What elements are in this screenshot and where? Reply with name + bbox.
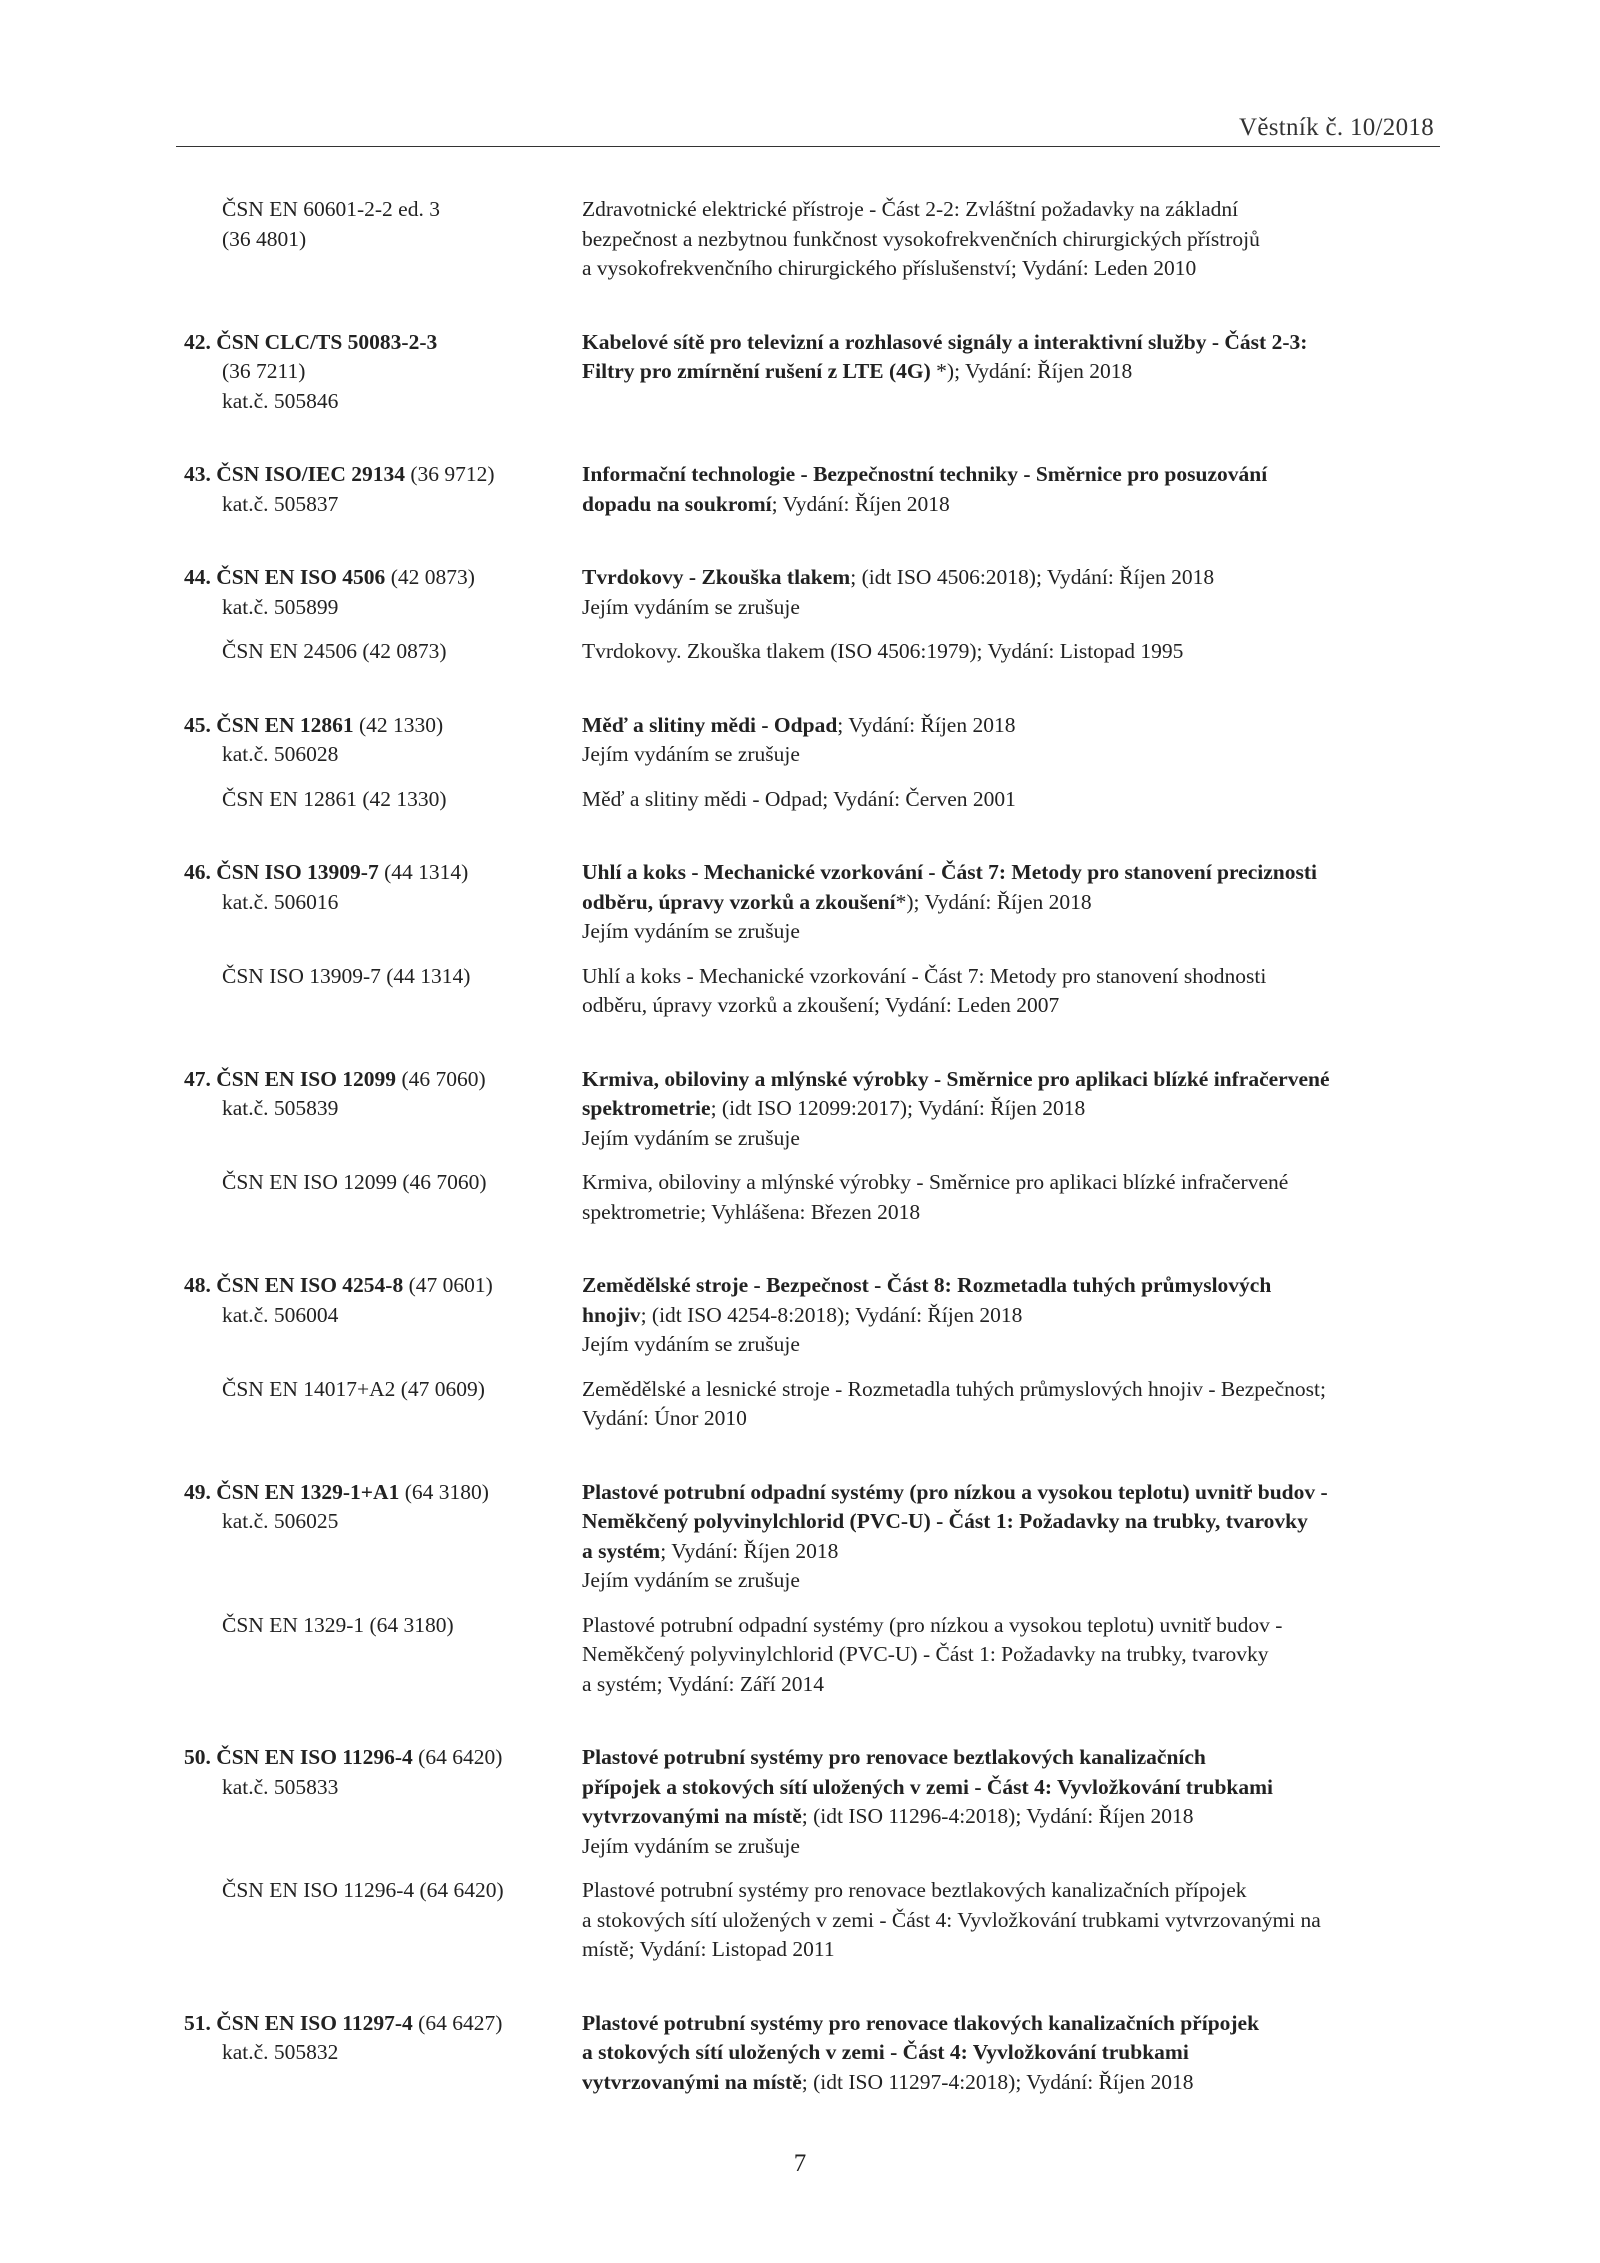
standard-meta (184, 357, 582, 387)
standard-code-text: 48. ČSN EN ISO 4254-8 (184, 1273, 404, 1297)
title-text: Neměkčený polyvinylchlorid (PVC-U) - Část 1: Požadavky na trubky, tvarovky (582, 1509, 1308, 1533)
standard-description (582, 1065, 1422, 1154)
detail-text: Jejím vydáním se zrušuje (582, 1833, 800, 1858)
standard-code-text: 51. ČSN EN ISO 11297-4 (184, 2010, 413, 2035)
title-text: Filtry pro zmírnění rušení z LTE (4G) (582, 359, 931, 383)
standard-code-text: kat.č. 505832 (222, 2040, 339, 2064)
standard-description (582, 1168, 1422, 1227)
description-line (582, 1876, 1422, 1906)
description-line (582, 711, 1422, 741)
standard-code (184, 1478, 582, 1508)
standard-code-text: kat.č. 506016 (222, 889, 339, 914)
description-line (582, 1935, 1422, 1965)
detail-text: *); Vydání: Říjen 2018 (895, 889, 1092, 914)
standard-entry (0, 1743, 1600, 1965)
detail-text: ; (idt ISO 4506:2018); Vydání: Říjen 2018 (850, 565, 1215, 589)
standard-code-text: 42. ČSN CLC/TS 50083-2-3 (184, 329, 438, 354)
description-line (582, 1611, 1422, 1641)
standard-row (0, 1271, 1600, 1360)
description-line (582, 1375, 1422, 1405)
description-line (582, 1537, 1422, 1567)
title-text: Uhlí a koks - Mechanické vzorkování - Část 7: Metody pro stanovení preciznosti (582, 860, 1317, 884)
standard-meta (184, 387, 582, 417)
standard-code-text: 46. ČSN ISO 13909-7 (184, 860, 379, 884)
standard-meta (184, 2038, 582, 2068)
standard-description (582, 962, 1422, 1021)
detail-text: Měď a slitiny mědi - Odpad; Vydání: Červen 2001 (582, 786, 1016, 811)
detail-text: ; Vydání: Říjen 2018 (660, 1538, 839, 1563)
title-text: vytvrzovanými na místě (582, 2069, 802, 2094)
standard-row (0, 563, 1600, 622)
classification-code: (42 1330) (353, 712, 444, 737)
detail-text: ; (idt ISO 11296-4:2018); Vydání: Říjen 2018 (801, 1804, 1194, 1828)
standard-description (582, 563, 1422, 622)
standard-code-text: kat.č. 505837 (222, 491, 339, 516)
detail-text: ; Vydání: Říjen 2018 (837, 712, 1016, 737)
description-line (582, 1301, 1422, 1331)
classification-code: (64 6427) (412, 2010, 503, 2035)
standard-meta (184, 225, 582, 255)
standard-code-text: ČSN EN 12861 (42 1330) (222, 786, 447, 811)
description-line (582, 563, 1422, 593)
description-line (582, 858, 1422, 888)
detail-text: Plastové potrubní odpadní systémy (pro nízkou a vysokou teplotu) uvnitř budov - (582, 1612, 1283, 1637)
detail-text: ; (idt ISO 11297-4:2018); Vydání: Říjen 2018 (801, 2069, 1194, 2094)
description-line (582, 2068, 1422, 2098)
standard-entry (0, 328, 1600, 417)
description-line (582, 1271, 1422, 1301)
standard-code (184, 1271, 582, 1301)
standard-meta (184, 490, 582, 520)
title-text: Plastové potrubní systémy pro renovace beztlakových kanalizačních (582, 1745, 1206, 1769)
detail-text: Jejím vydáním se zrušuje (582, 919, 800, 943)
standard-code-text: (36 7211) (222, 359, 306, 383)
standard-row (0, 1065, 1600, 1154)
standard-row (0, 460, 1600, 519)
standard-code (184, 711, 582, 741)
standard-identifier (0, 1876, 582, 1965)
standard-entry (0, 1478, 1600, 1700)
classification-code: (64 3180) (399, 1479, 489, 1504)
description-line (582, 962, 1422, 992)
standard-code-text: 47. ČSN EN ISO 12099 (184, 1066, 397, 1091)
standard-code (184, 1743, 582, 1773)
standard-code-text: ČSN EN ISO 11296-4 (64 6420) (222, 1878, 504, 1902)
detail-text: Tvrdokovy. Zkouška tlakem (ISO 4506:1979); Vydání: Listopad 1995 (582, 639, 1184, 663)
standard-code-text: kat.č. 506025 (222, 1509, 339, 1533)
replaced-standard-row (0, 1375, 1600, 1434)
classification-code: (36 9712) (405, 462, 495, 486)
classification-code: (42 0873) (385, 565, 475, 589)
title-text: Kabelové sítě pro televizní a rozhlasové signály a interaktivní služby - Část 2-3: (582, 329, 1308, 354)
replaced-standard-row (0, 785, 1600, 815)
description-line (582, 1404, 1422, 1434)
description-line (582, 1640, 1422, 1670)
description-line (582, 225, 1422, 255)
description-line (582, 2009, 1422, 2039)
standard-code (184, 858, 582, 888)
standard-code-text: ČSN EN 14017+A2 (47 0609) (222, 1376, 485, 1401)
title-text: Plastové potrubní systémy pro renovace tlakových kanalizačních přípojek (582, 2010, 1260, 2035)
description-line (582, 888, 1422, 918)
standard-identifier (0, 328, 582, 417)
standard-identifier (0, 962, 582, 1021)
page-number: 7 (793, 2150, 807, 2177)
standard-description (582, 1271, 1422, 1360)
standards-list (0, 195, 1600, 2141)
title-text: a systém (582, 1538, 661, 1563)
detail-text: a vysokofrekvenčního chirurgického příslušenství; Vydání: Leden 2010 (582, 256, 1197, 280)
description-line (582, 460, 1422, 490)
standard-entry (0, 711, 1600, 815)
standard-identifier (0, 1375, 582, 1434)
detail-text: ; (idt ISO 12099:2017); Vydání: Říjen 2018 (710, 1096, 1086, 1120)
standard-description (582, 1375, 1422, 1434)
standard-identifier (0, 711, 582, 770)
detail-text: Zemědělské a lesnické stroje - Rozmetadla tuhých průmyslových hnojiv - Bezpečnost; (582, 1376, 1326, 1401)
standard-entry (0, 1065, 1600, 1228)
standard-description (582, 2009, 1422, 2098)
title-text: Informační technologie - Bezpečnostní techniky - Směrnice pro posuzování (582, 462, 1268, 486)
standard-description (582, 1611, 1422, 1700)
standard-identifier (0, 1743, 582, 1861)
detail-text: ; Vydání: Říjen 2018 (771, 491, 950, 516)
standard-row (0, 1478, 1600, 1596)
standard-identifier (0, 195, 582, 284)
standard-description (582, 711, 1422, 770)
detail-text: místě; Vydání: Listopad 2011 (582, 1937, 835, 1961)
detail-text: Jejím vydáním se zrušuje (582, 742, 800, 766)
title-text: Tvrdokovy - Zkouška tlakem (582, 565, 851, 589)
description-line (582, 1330, 1422, 1360)
standard-identifier (0, 460, 582, 519)
standard-code-text: ČSN EN ISO 12099 (46 7060) (222, 1170, 487, 1194)
description-line (582, 1507, 1422, 1537)
standard-identifier (0, 1478, 582, 1596)
title-text: spektrometrie (582, 1096, 711, 1120)
detail-text: Plastové potrubní systémy pro renovace beztlakových kanalizačních přípojek (582, 1878, 1247, 1902)
detail-text: bezpečnost a nezbytnou funkčnost vysokofrekvenčních chirurgických přístrojů (582, 226, 1260, 251)
detail-text: a systém; Vydání: Září 2014 (582, 1671, 825, 1696)
description-line (582, 1065, 1422, 1095)
standard-code-text: 49. ČSN EN 1329-1+A1 (184, 1479, 400, 1504)
standard-meta (184, 740, 582, 770)
detail-text: odběru, úpravy vzorků a zkoušení; Vydání: Leden 2007 (582, 993, 1060, 1017)
description-line (582, 1670, 1422, 1700)
detail-text: Uhlí a koks - Mechanické vzorkování - Část 7: Metody pro stanovení shodnosti (582, 963, 1267, 988)
standard-description (582, 195, 1422, 284)
standard-description (582, 637, 1422, 667)
description-line (582, 593, 1422, 623)
standard-code (184, 962, 582, 992)
description-line (582, 637, 1422, 667)
standard-meta (184, 1094, 582, 1124)
standard-identifier (0, 637, 582, 667)
standard-code-text: kat.č. 505833 (222, 1774, 339, 1799)
standard-meta (184, 1773, 582, 1803)
detail-text: ; (idt ISO 4254-8:2018); Vydání: Říjen 2018 (640, 1302, 1023, 1327)
description-line (582, 917, 1422, 947)
standard-code (184, 328, 582, 358)
standard-code (184, 1375, 582, 1405)
standard-row (0, 328, 1600, 417)
standard-code (184, 195, 582, 225)
replaced-standard-row (0, 1876, 1600, 1965)
replaced-standard-row (0, 637, 1600, 667)
description-line (582, 490, 1422, 520)
page-header (176, 112, 1440, 147)
detail-text: a stokových sítí uložených v zemi - Část 4: Vyvložkování trubkami vytvrzovanými na (582, 1907, 1321, 1932)
detail-text: *); Vydání: Říjen 2018 (930, 359, 1133, 383)
title-text: dopadu na soukromí (582, 491, 772, 516)
standard-identifier (0, 785, 582, 815)
detail-text: spektrometrie; Vyhlášena: Březen 2018 (582, 1199, 921, 1224)
standard-identifier (0, 1271, 582, 1360)
standard-description (582, 858, 1422, 947)
standard-meta (184, 593, 582, 623)
standard-description (582, 1743, 1422, 1861)
standard-meta (184, 888, 582, 918)
standard-row (0, 2009, 1600, 2098)
standard-entry (0, 563, 1600, 667)
description-line (582, 1566, 1422, 1596)
detail-text: Neměkčený polyvinylchlorid (PVC-U) - Část 1: Požadavky na trubky, tvarovky (582, 1642, 1269, 1666)
replaced-standard-row (0, 1168, 1600, 1227)
standard-code-text: 43. ČSN ISO/IEC 29134 (184, 462, 406, 486)
standard-code-text: ČSN EN 24506 (42 0873) (222, 639, 447, 663)
standard-code-text: kat.č. 506028 (222, 742, 339, 766)
title-text: a stokových sítí uložených v zemi - Část 4: Vyvložkování trubkami (582, 2040, 1189, 2064)
description-line (582, 2038, 1422, 2068)
standard-description (582, 1876, 1422, 1965)
standard-code (184, 460, 582, 490)
description-line (582, 1198, 1422, 1228)
title-text: Krmiva, obiloviny a mlýnské výrobky - Směrnice pro aplikaci blízké infračervené (582, 1066, 1330, 1091)
detail-text: Vydání: Únor 2010 (582, 1406, 747, 1430)
standard-code-text: ČSN EN 1329-1 (64 3180) (222, 1612, 454, 1637)
description-line (582, 254, 1422, 284)
standard-entry (0, 858, 1600, 1021)
description-line (582, 1478, 1422, 1508)
standard-identifier (0, 858, 582, 947)
standard-row (0, 711, 1600, 770)
description-line (582, 740, 1422, 770)
standard-identifier (0, 1168, 582, 1227)
standard-code-text: ČSN EN 60601-2-2 ed. 3 (222, 197, 440, 221)
standard-code (184, 1876, 582, 1906)
detail-text: Jejím vydáním se zrušuje (582, 1568, 800, 1592)
classification-code: (44 1314) (378, 860, 469, 884)
detail-text: Jejím vydáním se zrušuje (582, 1125, 800, 1150)
standard-description (582, 1478, 1422, 1596)
standard-code-text: kat.č. 505839 (222, 1096, 339, 1120)
standard-code (184, 1611, 582, 1641)
description-line (582, 1773, 1422, 1803)
description-line (582, 195, 1422, 225)
standard-code-text: 44. ČSN EN ISO 4506 (184, 565, 386, 589)
standard-identifier (0, 1611, 582, 1700)
description-line (582, 1124, 1422, 1154)
standard-entry (0, 2009, 1600, 2098)
detail-text: Zdravotnické elektrické přístroje - Část 2-2: Zvláštní požadavky na základní (582, 197, 1239, 221)
description-line (582, 1094, 1422, 1124)
description-line (582, 1743, 1422, 1773)
standard-code-text: kat.č. 505899 (222, 594, 339, 619)
journal-issue-title: Věstník č. 10/2018 (1239, 114, 1434, 141)
description-line (582, 357, 1422, 387)
standard-entry (0, 460, 1600, 519)
standard-entry (0, 1271, 1600, 1434)
standard-code-text: kat.č. 505846 (222, 388, 339, 413)
standard-code-text: ČSN ISO 13909-7 (44 1314) (222, 963, 471, 988)
classification-code: (47 0601) (403, 1273, 493, 1297)
standard-code-text: 45. ČSN EN 12861 (184, 712, 354, 737)
standard-code (184, 1168, 582, 1198)
standard-identifier (0, 1065, 582, 1154)
detail-text: Jejím vydáním se zrušuje (582, 1332, 800, 1356)
detail-text: Jejím vydáním se zrušuje (582, 594, 800, 619)
description-line (582, 991, 1422, 1021)
description-line (582, 1906, 1422, 1936)
standard-identifier (0, 563, 582, 622)
classification-code: (46 7060) (396, 1066, 486, 1091)
standard-code-text: 50. ČSN EN ISO 11296-4 (184, 1745, 413, 1769)
title-text: přípojek a stokových sítí uložených v zemi - Část 4: Vyvložkování trubkami (582, 1774, 1274, 1799)
standard-code (184, 2009, 582, 2039)
description-line (582, 1802, 1422, 1832)
description-line (582, 785, 1422, 815)
replaced-standard-row (0, 962, 1600, 1021)
title-text: Zemědělské stroje - Bezpečnost - Část 8: Rozmetadla tuhých průmyslových (582, 1273, 1272, 1297)
standard-row (0, 858, 1600, 947)
standard-code-text: (36 4801) (222, 226, 307, 251)
standard-code (184, 1065, 582, 1095)
title-text: vytvrzovanými na místě (582, 1804, 802, 1828)
detail-text: Krmiva, obiloviny a mlýnské výrobky - Směrnice pro aplikaci blízké infračervené (582, 1170, 1289, 1194)
standard-row (0, 195, 1600, 284)
title-text: odběru, úpravy vzorků a zkoušení (582, 889, 896, 914)
standard-meta (184, 1301, 582, 1331)
standard-code (184, 637, 582, 667)
title-text: hnojiv (582, 1302, 641, 1327)
description-line (582, 328, 1422, 358)
standard-code-text: kat.č. 506004 (222, 1302, 339, 1327)
standard-code (184, 563, 582, 593)
standard-meta (184, 1507, 582, 1537)
replaced-standard-row (0, 1611, 1600, 1700)
classification-code: (64 6420) (412, 1745, 503, 1769)
standard-code (184, 785, 582, 815)
standard-entry (0, 195, 1600, 284)
title-text: Měď a slitiny mědi - Odpad (582, 712, 838, 737)
description-line (582, 1168, 1422, 1198)
title-text: Plastové potrubní odpadní systémy (pro nízkou a vysokou teplotu) uvnitř budov - (582, 1479, 1328, 1504)
standard-description (582, 785, 1422, 815)
standard-description (582, 460, 1422, 519)
standard-row (0, 1743, 1600, 1861)
standard-description (582, 328, 1422, 417)
standard-identifier (0, 2009, 582, 2098)
description-line (582, 1832, 1422, 1862)
